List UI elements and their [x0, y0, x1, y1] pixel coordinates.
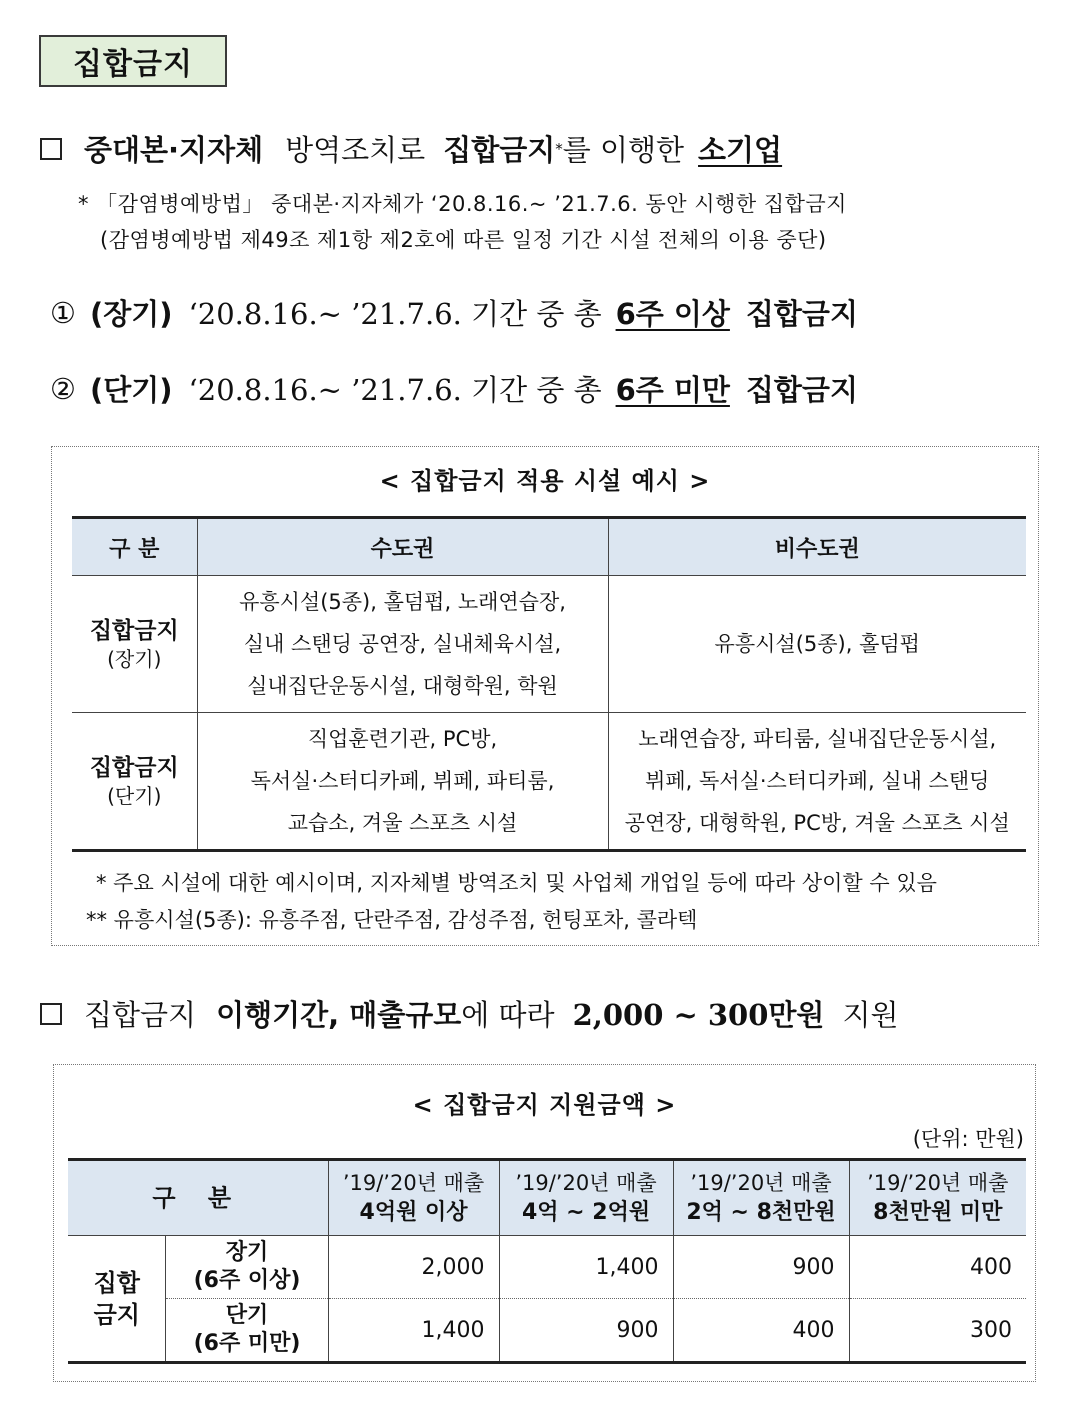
support-table-title: < 집합금지 지원금액 >	[412, 1091, 677, 1119]
cell-line: 유흥시설(5종), 홀덤펍, 노래연습장,	[239, 590, 566, 614]
section2-mid: 에 따라	[461, 998, 555, 1032]
item-duration: 6주 미만	[615, 373, 730, 407]
section2-heading	[40, 993, 898, 1034]
checkbox-icon	[40, 138, 62, 160]
value-cell: 300	[849, 1299, 1026, 1363]
table-row	[72, 713, 1026, 851]
cell-line: 노래연습장, 파티룸, 실내집단운동시설,	[638, 727, 997, 751]
capital-cell	[197, 713, 608, 851]
item-tail: 집합금지	[745, 373, 858, 407]
value-cell: 1,400	[328, 1299, 499, 1363]
section1-post: 를 이행한	[562, 133, 685, 167]
header-category: 구 분	[72, 518, 197, 576]
value-cell: 1,400	[499, 1236, 673, 1299]
page-title: 집합금지	[39, 35, 227, 87]
item-number: ②	[50, 371, 76, 406]
footnote-line1: * 「감염병예방법」 중대본·지자체가 ‘20.8.16.~ ’21.7.6. 동안 시행한 집합금지	[78, 192, 847, 216]
group-line: 집합	[93, 1268, 140, 1297]
cell-line: 유흥시설(5종), 홀덤펍	[714, 632, 920, 656]
header-category: 구 분	[68, 1160, 328, 1236]
header-bottom: 8천만원 미만	[873, 1200, 1003, 1225]
header-revenue-col	[328, 1160, 499, 1236]
row-head-sub: (장기)	[107, 647, 162, 671]
header-revenue-col	[673, 1160, 849, 1236]
cell-line: 공연장, 대형학원, PC방, 겨울 스포츠 시설	[624, 811, 1010, 835]
header-revenue-col	[849, 1160, 1026, 1236]
header-noncapital: 비수도권	[608, 518, 1026, 576]
cell-line: 실내집단운동시설, 대형학원, 학원	[247, 674, 558, 698]
section2-pre: 집합금지	[84, 998, 197, 1032]
value-cell: 2,000	[328, 1236, 499, 1299]
header-top: ’19/’20년 매출	[515, 1171, 657, 1195]
group-label	[68, 1236, 165, 1363]
facility-note-2: ** 유흥시설(5종): 유흥주점, 단란주점, 감성주점, 헌팅포차, 콜라텍	[86, 908, 698, 932]
row-head-main: 집합금지	[89, 618, 179, 644]
header-top: ’19/’20년 매출	[342, 1171, 485, 1195]
row-label-line2: (6주 미만)	[193, 1331, 301, 1356]
item-period: ‘20.8.16.~ ’21.7.6. 기간 중 총	[188, 373, 602, 407]
item-duration: 6주 이상	[615, 297, 730, 331]
header-top: ’19/’20년 매출	[867, 1171, 1009, 1195]
item-tail: 집합금지	[745, 297, 858, 331]
capital-cell	[197, 576, 608, 713]
group-line: 금지	[93, 1300, 140, 1329]
item-period: ‘20.8.16.~ ’21.7.6. 기간 중 총	[188, 297, 602, 331]
header-bottom: 4억 ~ 2억원	[521, 1200, 651, 1225]
value-cell: 400	[849, 1236, 1026, 1299]
checkbox-icon	[40, 1003, 62, 1025]
row-label	[165, 1236, 328, 1299]
row-head-sub: (단기)	[107, 784, 162, 808]
value-cell: 400	[673, 1299, 849, 1363]
support-table	[68, 1158, 1026, 1364]
unit-label: (단위: 만원)	[912, 1127, 1024, 1151]
section1-bold: 집합금지	[443, 133, 556, 167]
value-cell: 900	[499, 1299, 673, 1363]
item-label: (장기)	[90, 297, 173, 331]
section1-mid: 방역조치로	[285, 133, 426, 167]
row-head-short	[72, 713, 197, 851]
facility-note-1: * 주요 시설에 대한 예시이며, 지자체별 방역조치 및 사업체 개업일 등에 따라 상이할 수 있음	[96, 871, 937, 895]
row-label	[165, 1299, 328, 1363]
section1-sup: *	[555, 139, 563, 158]
section2-amount: 2,000 ~ 300만원	[572, 998, 825, 1032]
facility-table	[72, 516, 1026, 852]
item-long	[50, 292, 858, 333]
section1-heading	[40, 128, 782, 169]
cell-line: 실내 스탠딩 공연장, 실내체육시설,	[243, 632, 562, 656]
header-bottom: 2억 ~ 8천만원	[686, 1200, 836, 1225]
header-bottom: 4억원 이상	[359, 1200, 468, 1225]
facility-table-title: < 집합금지 적용 시설 예시 >	[379, 467, 711, 495]
section1-target: 소기업	[698, 133, 783, 167]
header-top: ’19/’20년 매출	[690, 1171, 832, 1195]
header-capital: 수도권	[197, 518, 608, 576]
item-label: (단기)	[90, 373, 173, 407]
row-label-line2: (6주 이상)	[193, 1268, 301, 1293]
cell-line: 뷔페, 독서실·스터디카페, 실내 스탠딩	[645, 769, 990, 793]
value-cell: 900	[673, 1236, 849, 1299]
section2-post: 지원	[842, 998, 899, 1032]
section2-bold: 이행기간, 매출규모	[216, 998, 462, 1032]
noncapital-cell	[608, 576, 1026, 713]
cell-line: 독서실·스터디카페, 뷔페, 파티룸,	[250, 769, 555, 793]
table-row	[68, 1236, 1026, 1299]
header-revenue-col	[499, 1160, 673, 1236]
item-short	[50, 368, 858, 409]
footnote-line2: (감염병예방법 제49조 제1항 제2호에 따른 일정 기간 시설 전체의 이용 중단)	[100, 228, 827, 252]
row-label-line1: 단기	[225, 1303, 269, 1328]
cell-line: 교습소, 겨울 스포츠 시설	[287, 811, 518, 835]
noncapital-cell	[608, 713, 1026, 851]
table-row	[72, 576, 1026, 713]
cell-line: 직업훈련기관, PC방,	[307, 727, 498, 751]
table-row	[68, 1299, 1026, 1363]
row-head-long	[72, 576, 197, 713]
item-number: ①	[50, 295, 76, 330]
section1-pre: 중대본·지자체	[84, 133, 264, 167]
row-head-main: 집합금지	[89, 755, 179, 781]
row-label-line1: 장기	[225, 1240, 269, 1265]
